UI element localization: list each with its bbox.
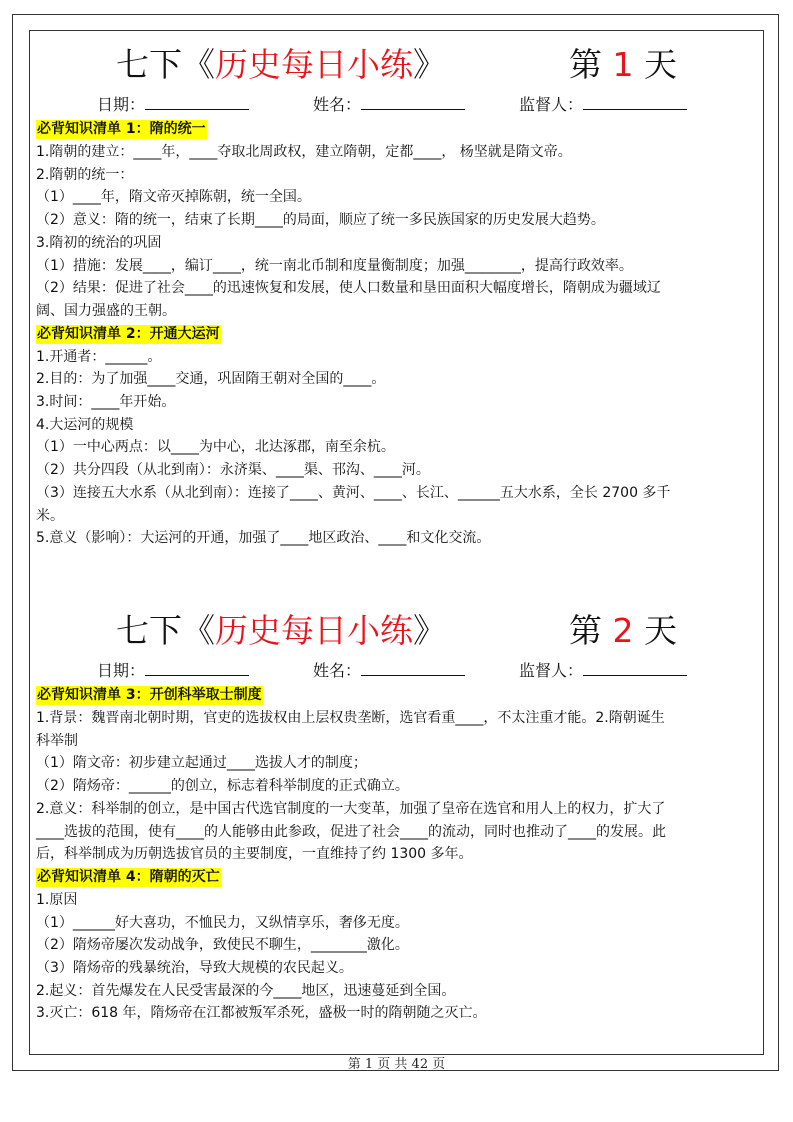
day-1-meta-row [36, 92, 761, 118]
date-blank [145, 92, 249, 110]
text-line: （2）结果：促进了社会____的迅速恢复和发展，使人口数量和垦田面积大幅度增长，隋朝成为疆域辽 [36, 280, 661, 297]
text-line: 2.隋朝的统一： [36, 166, 134, 183]
supervisor-field [519, 92, 687, 118]
day-2-title-row [36, 608, 761, 654]
section-heading: 必背知识清单 3：开创科举取士制度 [37, 687, 262, 703]
supervisor-label: 监督人： [519, 95, 584, 114]
date-field [97, 92, 249, 118]
day-number: 1 [612, 45, 634, 84]
text-line: （1）隋文帝：初步建立起通过____选拔人才的制度； [36, 755, 367, 772]
day-post: 天 [633, 611, 677, 650]
date-blank [145, 658, 249, 676]
text-line: （2）隋炀帝：______的创立，标志着科举制度的正式确立。 [36, 778, 409, 795]
supervisor-field [519, 658, 687, 684]
knowledge-list-2 [36, 346, 761, 550]
day-1-title [116, 42, 446, 88]
text-line: （3）隋炀帝的残暴统治，导致大规模的农民起义。 [36, 960, 353, 977]
date-label: 日期： [97, 95, 146, 114]
section-heading: 必背知识清单 1：隋的统一 [37, 121, 206, 137]
day-pre: 第 [569, 45, 613, 84]
day-2-title [116, 608, 446, 654]
name-label: 姓名： [313, 661, 362, 680]
text-line: （1）____年，隋文帝灭掉陈朝，统一全国。 [36, 189, 311, 206]
text-line: 后，科举制成为历朝选拔官员的主要制度，一直维持了约 1300 多年。 [36, 846, 473, 863]
name-field [313, 92, 465, 118]
text-line: 米。 [36, 507, 64, 524]
text-line: 3.隋初的统治的巩固 [36, 234, 162, 251]
supervisor-label: 监督人： [519, 661, 584, 680]
knowledge-list-3 [36, 707, 761, 866]
knowledge-list-1 [36, 141, 761, 323]
day-2-content [36, 684, 761, 1025]
title-highlight: 历史每日小练 [215, 45, 413, 84]
text-line: 1.开通者：______。 [36, 348, 162, 365]
text-line: 1.隋朝的建立：____年，____夺取北周政权，建立隋朝，定都____， 杨坚就是隋文帝。 [36, 144, 572, 160]
supervisor-blank [583, 92, 687, 110]
text-line: （1）一中心两点：以____为中心，北达涿郡，南至余杭。 [36, 439, 395, 456]
text-line: 阔、国力强盛的王朝。 [36, 302, 176, 319]
text-line: ____选拔的范围，使有____的人能够由此参政，促进了社会____的流动，同时也推动了____的发展。此 [36, 823, 666, 840]
date-label: 日期： [97, 661, 146, 680]
text-line: （3）连接五大水系（从北到南）：连接了____、黄河、____、长江、______五大水系，全长 2700 多千 [36, 484, 671, 501]
text-line: （2）意义：隋的统一，结束了长期____的局面，顺应了统一多民族国家的历史发展大趋势。 [36, 212, 605, 229]
day-number: 2 [612, 611, 634, 650]
section-heading: 必背知识清单 4：隋朝的灭亡 [37, 868, 220, 885]
knowledge-list-4 [36, 889, 761, 1025]
day-2-meta-row [36, 658, 761, 684]
text-line: （1）措施：发展____，编订____，统一南北币制和度量衡制度；加强________，提高行政效率。 [36, 257, 633, 274]
name-field [313, 658, 465, 684]
name-blank [361, 92, 465, 110]
day-2-day-label [569, 608, 677, 654]
text-line: 2.意义：科举制的创立，是中国古代选官制度的一大变革，加强了皇帝在选官和用人上的权力，扩大了 [36, 800, 666, 817]
supervisor-blank [583, 658, 687, 676]
text-line: 4.大运河的规模 [36, 416, 134, 433]
day-post: 天 [633, 45, 677, 84]
page-footer: 第 1 页 共 42 页 [347, 1057, 446, 1072]
text-line: 1.原因 [36, 891, 78, 908]
text-line: （1）______好大喜功，不恤民力，又纵情享乐，奢侈无度。 [36, 914, 409, 931]
text-line: 3.灭亡：618 年，隋炀帝在江都被叛军杀死，盛极一时的隋朝随之灭亡。 [36, 1005, 487, 1022]
text-line: 5.意义（影响）：大运河的开通，加强了____地区政治、____和文化交流。 [36, 530, 491, 547]
text-line: 2.目的：为了加强____交通，巩固隋王朝对全国的____。 [36, 371, 386, 388]
text-line: 1.背景：魏晋南北朝时期，官吏的选拔权由上层权贵垄断，选官看重____，不太注重才能。2.隋朝诞生 [36, 710, 665, 726]
day-2-section [36, 608, 761, 1025]
day-1-day-label [569, 42, 677, 88]
text-line: （2）隋炀帝屡次发动战争，致使民不聊生，________激化。 [36, 937, 409, 954]
text-line: 3.时间：____年开始。 [36, 394, 176, 411]
title-prefix: 七下《 [116, 45, 215, 84]
day-pre: 第 [569, 611, 613, 650]
text-line: 科举制 [36, 732, 78, 749]
title-suffix: 》 [413, 611, 446, 650]
title-highlight: 历史每日小练 [215, 611, 413, 650]
title-prefix: 七下《 [116, 611, 215, 650]
day-1-title-row [36, 42, 761, 88]
text-line: 2.起义：首先爆发在人民受害最深的今____地区，迅速蔓延到全国。 [36, 982, 456, 999]
text-line: （2）共分四段（从北到南）：永济渠、____渠、邗沟、____河。 [36, 462, 430, 479]
section-heading: 必背知识清单 2：开通大运河 [37, 325, 220, 342]
day-1-section [36, 42, 761, 550]
name-label: 姓名： [313, 95, 362, 114]
name-blank [361, 658, 465, 676]
date-field [97, 658, 249, 684]
title-suffix: 》 [413, 45, 446, 84]
day-1-content [36, 118, 761, 550]
